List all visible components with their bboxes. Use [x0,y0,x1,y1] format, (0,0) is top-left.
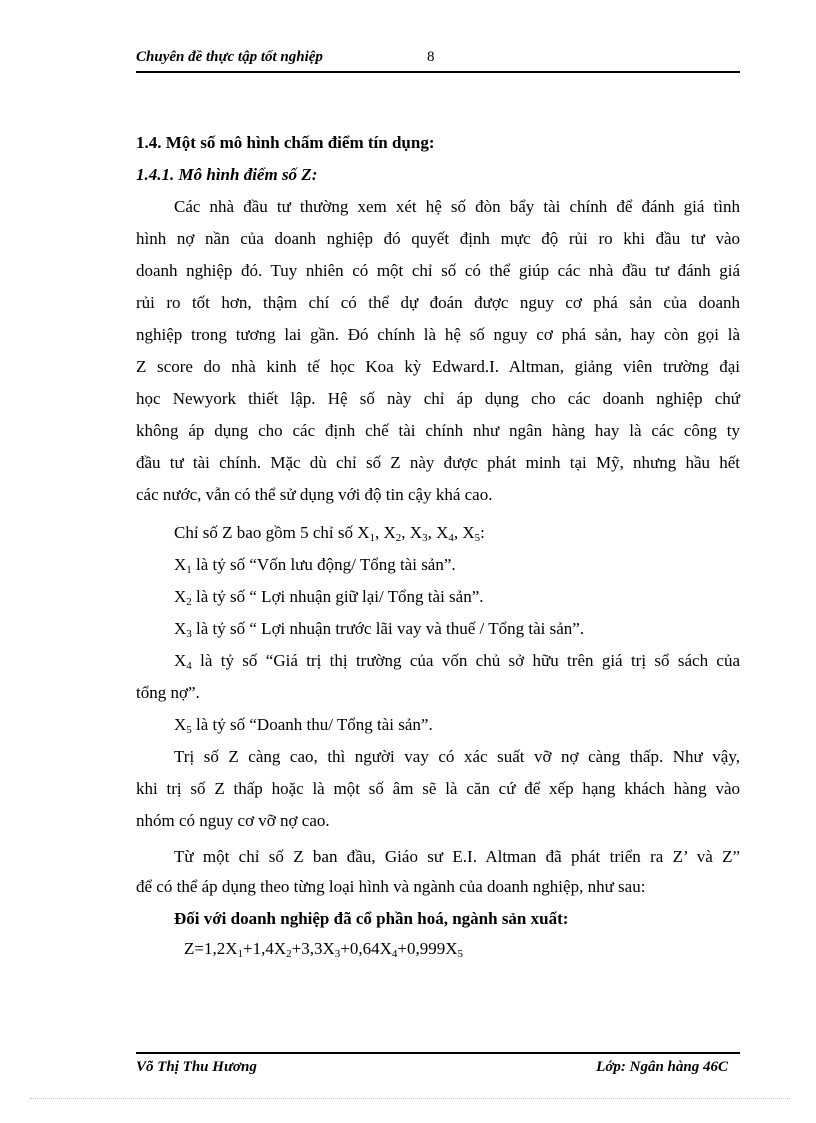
page-header [136,49,740,73]
paragraph-line: nghiệp trong tương lai gần. Đó chính là hệ số nguy cơ phá sản, hay còn gọi là [136,325,740,344]
paragraph-line: không áp dụng cho các định chế tài chính như ngân hàng hay là các công ty [136,421,740,440]
paragraph-line: Trị số Z càng cao, thì người vay có xác suất vỡ nợ càng thấp. Như vậy, [174,747,740,766]
paragraph-line: khi trị số Z thấp hoặc là một số âm sẽ là căn cứ để xếp hạng khách hàng vào [136,779,740,798]
page-number: 8 [427,49,435,65]
paragraph-line: để có thể áp dụng theo từng loại hình và ngành của doanh nghiệp, như sau: [136,877,646,896]
section-heading: 1.4. Một số mô hình chấm điểm tín dụng: [136,133,435,152]
x1-definition: $X_1$ là tỷ số “Vốn lưu động/ Tổng tài sản”. [174,555,456,576]
paragraph-line: Z score do nhà kinh tế học Koa kỳ Edward.I. Altman, giảng viên trường đại [136,357,740,376]
z-formula: $Z=1,2X_1+1,4X_2+3,3X_3+0,64X_4+0,999X_5$ [184,939,463,960]
paragraph-line: đầu tư tài chính. Mặc dù chỉ số Z này được phát minh tại Mỹ, nhưng hầu hết [136,453,740,472]
paragraph-line: rủi ro tốt hơn, thậm chí có thể dự đoán được nguy cơ phá sản của doanh [136,293,740,312]
x4-definition: $X_4$ là tỷ số “Giá trị thị trường của vốn chủ sở hữu trên giá trị sổ sách của [174,651,740,672]
paragraph-line: Các nhà đầu tư thường xem xét hệ số đòn bẩy tài chính để đánh giá tình [174,197,740,216]
bold-subtitle: Đối với doanh nghiệp đã cổ phần hoá, ngành sản xuất: [174,909,569,928]
x4-definition-cont: tổng nợ”. [136,683,200,702]
x3-definition: $X_3$ là tỷ số “ Lợi nhuận trước lãi vay và thuế / Tổng tài sản”. [174,619,585,640]
paragraph-line: các nước, vẫn có thể sử dụng với độ tin cậy khá cao. [136,485,493,504]
paragraph-line: nhóm có nguy cơ vỡ nợ cao. [136,811,330,830]
footer-class: Lớp: Ngân hàng 46C [596,1059,728,1075]
paragraph-line: hình nợ nần của doanh nghiệp đó quyết định mực độ rủi ro khi đầu tư vào [136,229,740,248]
subsection-heading: 1.4.1. Mô hình điểm số Z: [136,165,318,184]
page-footer [136,1052,740,1080]
footer-author: Võ Thị Thu Hương [136,1059,257,1075]
paragraph-line: doanh nghiệp đó. Tuy nhiên có một chỉ số có thể giúp các nhà đầu tư đánh giá [136,261,740,280]
paragraph-line: Từ một chỉ số Z ban đầu, Giáo sư E.I. Altman đã phát triển ra Z’ và Z” [174,847,740,866]
components-intro: Chỉ số Z bao gồm 5 chỉ số $X_1$, $X_2$, $X_3$, $X_4$, $X_5$: [174,523,485,544]
x5-definition: $X_5$ là tỷ số “Doanh thu/ Tổng tài sản”. [174,715,433,736]
header-title: Chuyên đề thực tập tốt nghiệp [136,49,323,65]
paragraph-line: học Newyork thiết lập. Hệ số này chỉ áp dụng cho các doanh nghiệp chứ [136,389,740,408]
page-boundary-divider [30,1098,790,1099]
x2-definition: $X_2$ là tỷ số “ Lợi nhuận giữ lại/ Tổng tài sản”. [174,587,484,608]
